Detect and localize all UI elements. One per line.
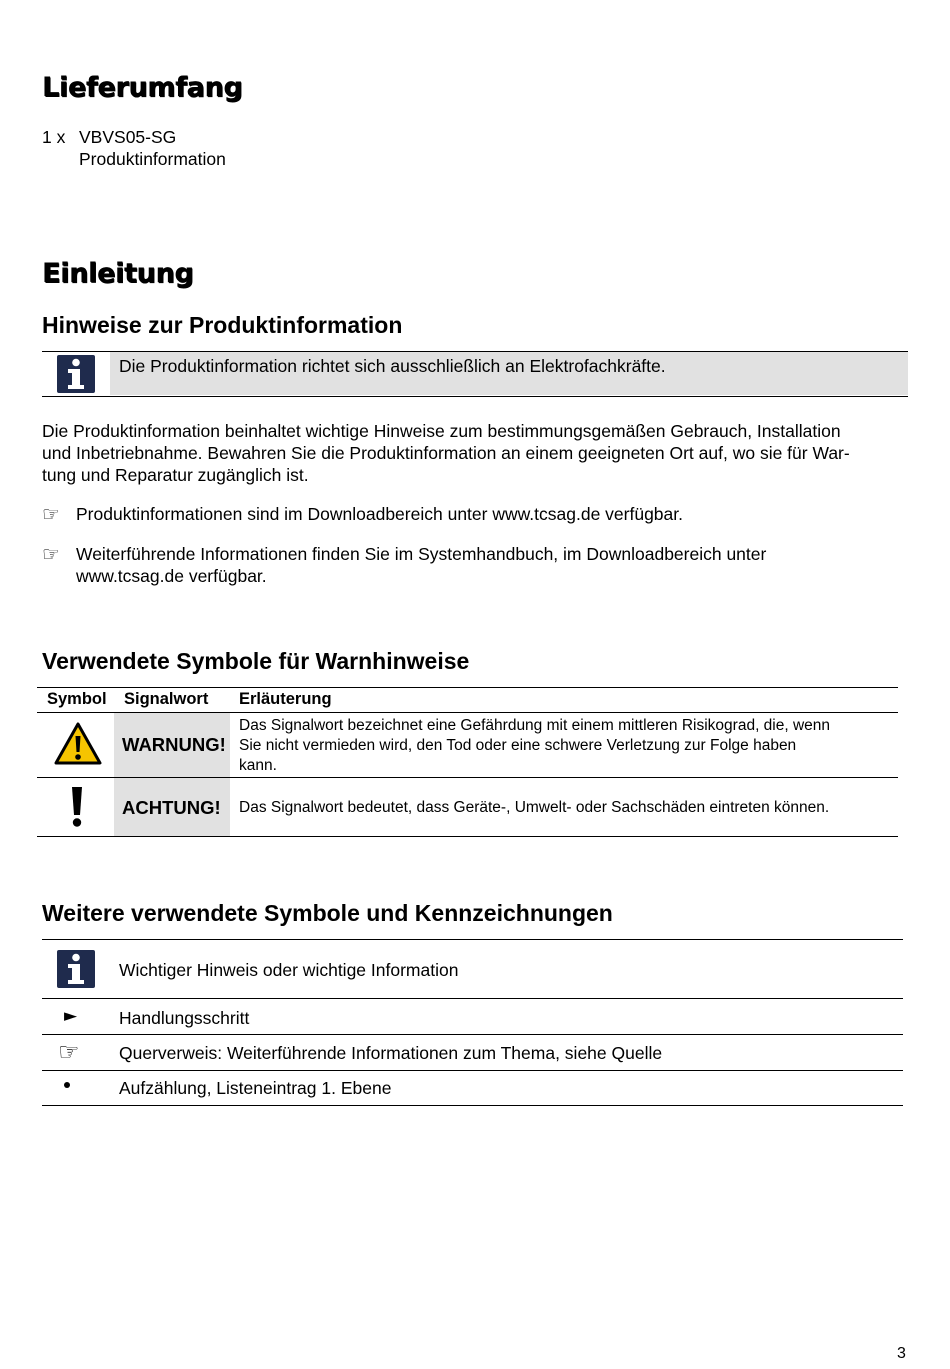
warning-explanation-line: kann. — [239, 757, 277, 774]
reference-text: Weiterführende Informationen finden Sie im Systemhandbuch, im Downloadbereich unter — [76, 544, 767, 564]
table-top-rule — [37, 687, 898, 688]
paragraph-line: und Inbetriebnahme. Bewahren Sie die Produktinformation an einem geeigneten Ort auf, wo sie für War- — [42, 443, 850, 463]
subheading-hinweise: Hinweise zur Produktinformation — [42, 312, 403, 338]
heading-lieferumfang: Lieferumfang — [42, 72, 243, 103]
info-icon — [57, 950, 95, 988]
delivery-item: Produktinformation — [79, 149, 226, 169]
delivery-quantity: 1 x — [42, 127, 66, 147]
delivery-item: VBVS05-SG — [79, 127, 177, 147]
warning-explanation-line: Das Signalwort bedeutet, dass Geräte-, Umwelt- oder Sachschäden eintreten können. — [239, 799, 830, 816]
heading-einleitung: Einleitung — [42, 258, 194, 289]
symbol-label-handlungsschritt: Handlungsschritt — [119, 1008, 250, 1028]
signal-word-warnung: WARNUNG! — [122, 734, 226, 755]
symbol-label-querverweis: Querverweis: Weiterführende Informationen zum Thema, siehe Quelle — [119, 1043, 663, 1063]
heading-warnhinweise: Verwendete Symbole für Warnhinweise — [42, 648, 470, 674]
symbol-label-info: Wichtiger Hinweis oder wichtige Information — [119, 960, 459, 980]
symbol-label-aufzaehlung: Aufzählung, Listeneintrag 1. Ebene — [119, 1078, 392, 1098]
bullet-icon — [64, 1082, 70, 1088]
warning-triangle-icon — [53, 721, 103, 772]
row-rule — [42, 1034, 903, 1035]
info-box-text: Die Produktinformation richtet sich ausschließlich an Elektrofachkräfte. — [119, 356, 666, 376]
pointing-hand-icon: ☞ — [42, 542, 60, 566]
signal-word-achtung: ACHTUNG! — [122, 797, 221, 818]
symbols-top-rule — [42, 939, 903, 940]
row-rule — [42, 1070, 903, 1071]
arrow-right-icon: ► — [64, 1006, 78, 1026]
heading-weitere-symbole: Weitere verwendete Symbole und Kennzeichnungen — [42, 900, 613, 926]
exclamation-icon — [70, 786, 84, 833]
row-rule — [42, 998, 903, 999]
warning-explanation-line: Sie nicht vermieden wird, den Tod oder eine schwere Verletzung zur Folge haben — [239, 737, 797, 754]
page-number: 3 — [897, 1345, 906, 1362]
paragraph-line: tung und Reparatur zugänglich ist. — [42, 465, 309, 485]
column-header-signalwort: Signalwort — [124, 690, 209, 708]
symbols-bottom-rule — [42, 1105, 903, 1106]
table-bottom-rule — [37, 836, 898, 837]
divider — [42, 396, 908, 397]
column-header-symbol: Symbol — [47, 690, 107, 708]
pointing-hand-icon: ☞ — [58, 1038, 80, 1066]
column-header-erlaeuterung: Erläuterung — [239, 690, 332, 708]
warning-explanation-line: Das Signalwort bezeichnet eine Gefährdung mit einem mittleren Risikograd, die, wenn — [239, 717, 831, 734]
info-icon — [57, 355, 95, 393]
reference-text: www.tcsag.de verfügbar. — [76, 566, 267, 586]
paragraph-line: Die Produktinformation beinhaltet wichtige Hinweise zum bestimmungsgemäßen Gebrauch, Installation — [42, 421, 841, 441]
pointing-hand-icon: ☞ — [42, 502, 60, 526]
reference-text: Produktinformationen sind im Downloadbereich unter www.tcsag.de verfügbar. — [76, 504, 683, 524]
